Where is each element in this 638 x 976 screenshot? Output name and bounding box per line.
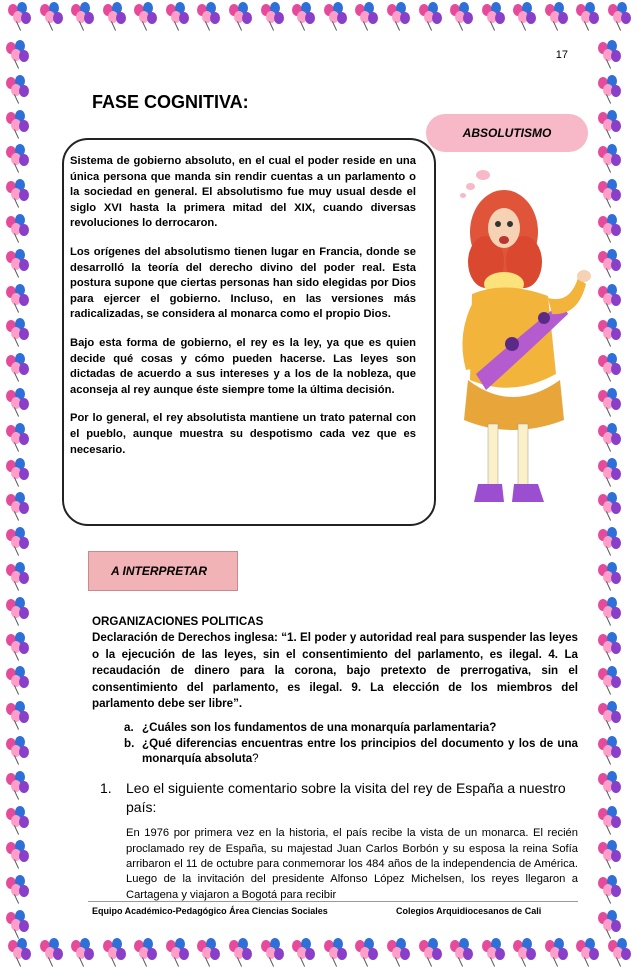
balloon-icon <box>164 2 190 32</box>
balloon-icon <box>4 597 30 627</box>
balloon-icon <box>4 110 30 140</box>
balloon-icon <box>227 2 253 32</box>
question-marker: a. <box>124 721 134 735</box>
border-bottom <box>0 938 638 976</box>
balloon-icon <box>596 910 622 940</box>
balloon-icon <box>322 938 348 968</box>
balloon-icon <box>132 2 158 32</box>
absolutism-text-box <box>62 138 436 526</box>
balloon-icon <box>353 938 379 968</box>
balloon-icon <box>596 492 622 522</box>
balloon-icon <box>4 632 30 662</box>
balloon-icon <box>596 388 622 418</box>
balloon-icon <box>4 840 30 870</box>
interpret-tab-label: A INTERPRETAR <box>111 564 207 578</box>
interpret-tab <box>88 551 238 591</box>
balloon-icon <box>4 666 30 696</box>
balloon-icon <box>596 736 622 766</box>
question-marker: b. <box>124 736 135 750</box>
balloon-icon <box>4 492 30 522</box>
interpret-content <box>92 614 578 903</box>
question-item <box>124 720 578 736</box>
balloon-icon <box>596 666 622 696</box>
balloon-icon <box>259 938 285 968</box>
balloon-icon <box>4 527 30 557</box>
balloon-icon <box>4 284 30 314</box>
balloon-icon <box>195 938 221 968</box>
balloon-icon <box>227 938 253 968</box>
balloon-icon <box>596 144 622 174</box>
balloon-icon <box>4 910 30 940</box>
org-text: Declaración de Derechos inglesa: “1. El poder y autoridad real para suspender las leyes o la ejecución de las leyes, sin el consentimiento del parlamento, es ilegal. 4. La recaudación de dinero para la corona, bajo pretexto de prerrogativa, sin el consentimiento del parlamento, es ilegal. 9. La elección de los miembros del parlamento debe ser libre”. <box>92 631 578 711</box>
balloon-icon <box>543 938 569 968</box>
balloon-icon <box>38 938 64 968</box>
border-right <box>596 40 630 940</box>
border-left <box>4 40 38 940</box>
cloud-tail-dot <box>476 170 490 180</box>
balloon-icon <box>132 938 158 968</box>
balloon-icon <box>101 938 127 968</box>
balloon-icon <box>596 353 622 383</box>
balloon-icon <box>596 179 622 209</box>
balloon-icon <box>322 2 348 32</box>
comment-quote: En 1976 por primera vez en la historia, el país recibe la vista de un monarca. El recién proclamado rey de España, su majestad Juan Carlos Borbón y su esposa la reina Sofía arribaron el 11 de octubre para conmemorar los 484 años de la independencia de América. Luego de la invitación del presidente Alfonso López Michelsen, los reyes llegaron a Cartagena y viajaron a Bogotá para recibir <box>126 827 578 901</box>
footer-left: Equipo Académico-Pedagógico Área Ciencias Sociales <box>92 906 328 916</box>
balloon-icon <box>596 806 622 836</box>
balloon-icon <box>596 214 622 244</box>
numbered-marker: 1. <box>100 779 112 796</box>
balloon-icon <box>69 2 95 32</box>
paragraph: Los orígenes del absolutismo tienen lugar en Francia, donde se desarrolló la teoría del derecho divino del poder real. Esta postura supone que ciertas personas han sido elegidas por Dios para ejercer el gobierno. Incluso, en las versiones más radicalizadas, se considera al monarca como el propio Dios. <box>70 245 416 321</box>
balloon-icon <box>4 736 30 766</box>
balloon-icon <box>596 562 622 592</box>
balloon-icon <box>164 938 190 968</box>
balloon-icon <box>4 562 30 592</box>
king-illustration-icon <box>452 184 592 524</box>
balloon-icon <box>596 527 622 557</box>
balloon-icon <box>385 938 411 968</box>
balloon-icon <box>574 2 600 32</box>
balloon-icon <box>6 938 32 968</box>
balloon-icon <box>596 771 622 801</box>
footer-right: Colegios Arquidiocesanos de Cali <box>396 906 542 916</box>
org-heading: ORGANIZACIONES POLITICAS <box>92 615 264 628</box>
paragraph: Sistema de gobierno absoluto, en el cual el poder reside en una única persona que manda sin rendir cuentas a un parlamento o la sociedad en general. El absolutismo fue muy usual desde el siglo XVI hasta la primera mitad del XIX, cuando diversas revoluciones lo derrocaron. <box>70 155 416 230</box>
balloon-icon <box>543 2 569 32</box>
balloon-icon <box>4 318 30 348</box>
balloon-icon <box>4 75 30 105</box>
numbered-text: Leo el siguiente comentario sobre la visita del rey de España a nuestro país: <box>126 779 566 815</box>
balloon-icon <box>596 110 622 140</box>
balloon-icon <box>353 2 379 32</box>
balloon-icon <box>417 2 443 32</box>
balloon-icon <box>511 938 537 968</box>
balloon-icon <box>606 2 632 32</box>
balloon-icon <box>596 632 622 662</box>
balloon-icon <box>596 318 622 348</box>
balloon-icon <box>596 701 622 731</box>
balloon-icon <box>4 179 30 209</box>
balloon-icon <box>4 353 30 383</box>
question-list <box>92 720 578 767</box>
balloon-icon <box>4 214 30 244</box>
question-text: ¿Qué diferencias encuentras entre los principios del documento y los de una monarquía absoluta <box>142 736 578 766</box>
balloon-icon <box>596 597 622 627</box>
balloon-icon <box>259 2 285 32</box>
balloon-icon <box>4 423 30 453</box>
balloon-icon <box>4 388 30 418</box>
balloon-icon <box>6 2 32 32</box>
balloon-icon <box>448 2 474 32</box>
absolutismo-cloud <box>428 116 586 150</box>
balloon-icon <box>290 2 316 32</box>
balloon-icon <box>4 40 30 70</box>
footer-divider <box>88 901 578 902</box>
balloon-icon <box>596 40 622 70</box>
balloon-icon <box>417 938 443 968</box>
paragraph: Por lo general, el rey absolutista mantiene un trato paternal con el pueblo, aunque muestra su despotismo cada vez que es necesario. <box>70 412 416 456</box>
paragraph: Bajo esta forma de gobierno, el rey es la ley, ya que es quien decide qué cosas y cómo pueden hacerse. Las leyes son dictadas de acuerdo a sus intereses y a los de la nobleza, que aconseja al rey aunque éste siempre tome la última decisión. <box>70 336 416 396</box>
balloon-icon <box>4 701 30 731</box>
organizations-block <box>92 614 578 712</box>
balloon-icon <box>385 2 411 32</box>
numbered-item <box>100 779 578 816</box>
balloon-icon <box>606 938 632 968</box>
balloon-icon <box>480 938 506 968</box>
balloon-icon <box>448 938 474 968</box>
balloon-icon <box>195 2 221 32</box>
balloon-icon <box>574 938 600 968</box>
balloon-icon <box>4 458 30 488</box>
balloon-icon <box>511 2 537 32</box>
balloon-icon <box>480 2 506 32</box>
balloon-icon <box>596 75 622 105</box>
balloon-icon <box>38 2 64 32</box>
balloon-icon <box>596 249 622 279</box>
cloud-label: ABSOLUTISMO <box>462 126 552 140</box>
balloon-icon <box>290 938 316 968</box>
balloon-icon <box>596 423 622 453</box>
page-number: 17 <box>555 49 568 61</box>
balloon-icon <box>4 249 30 279</box>
question-text: ¿Cuáles son los fundamentos de una monarquía parlamentaria? <box>142 721 497 735</box>
balloon-icon <box>596 840 622 870</box>
balloon-icon <box>4 806 30 836</box>
balloon-icon <box>69 938 95 968</box>
section-title: FASE COGNITIVA: <box>92 92 249 112</box>
question-suffix: ? <box>252 752 259 766</box>
balloon-icon <box>4 144 30 174</box>
balloon-icon <box>596 458 622 488</box>
balloon-icon <box>4 771 30 801</box>
balloon-icon <box>4 875 30 905</box>
balloon-icon <box>101 2 127 32</box>
balloon-icon <box>596 284 622 314</box>
border-top <box>0 2 638 40</box>
balloon-icon <box>596 875 622 905</box>
question-item <box>124 736 578 767</box>
